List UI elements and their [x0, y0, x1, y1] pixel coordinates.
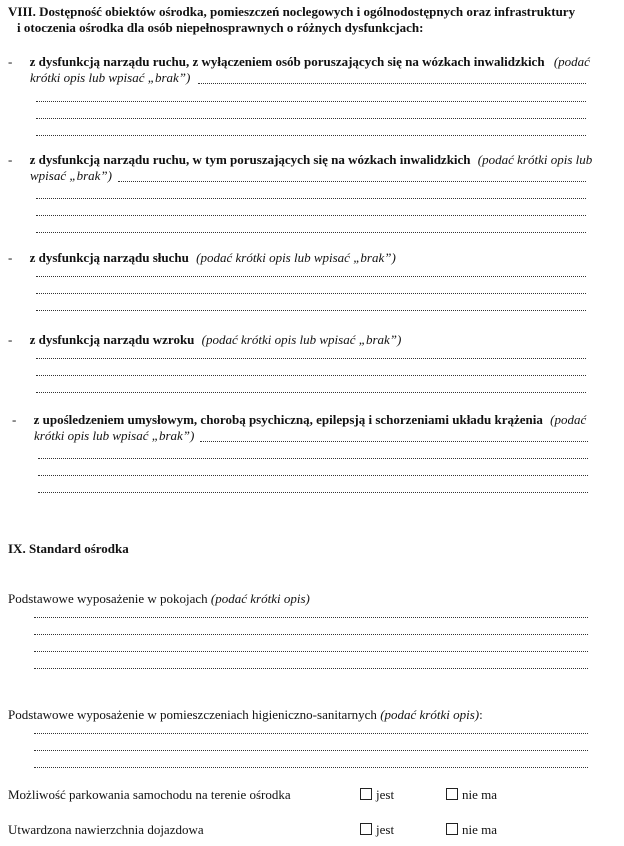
- item-1-dash: -: [8, 54, 13, 69]
- rooms-equipment-label: Podstawowe wyposażenie w pokojach: [8, 591, 208, 606]
- item-4-title: z dysfunkcją narządu wzroku: [29, 332, 195, 347]
- answer-line[interactable]: [38, 492, 588, 493]
- item-5-hint: (podać: [550, 412, 587, 427]
- checkbox-icon[interactable]: [446, 788, 458, 800]
- checkbox-icon[interactable]: [360, 788, 372, 800]
- item-3-title: z dysfunkcją narządu słuchu: [29, 250, 189, 265]
- item-3-hint: (podać krótki opis lub wpisać „brak”): [196, 250, 396, 265]
- item-2-hint-cont: wpisać „brak”): [30, 168, 112, 183]
- answer-line[interactable]: [36, 358, 586, 359]
- answer-line[interactable]: [36, 118, 586, 119]
- item-2-dash: -: [8, 152, 13, 167]
- answer-line[interactable]: [36, 135, 586, 136]
- answer-line[interactable]: [36, 276, 586, 277]
- answer-line[interactable]: [36, 310, 586, 311]
- parking-no-label: nie ma: [462, 787, 498, 802]
- sanitary-equipment-label-row: [8, 707, 483, 723]
- answer-line[interactable]: [200, 441, 588, 442]
- answer-line[interactable]: [36, 198, 586, 199]
- sanitary-equipment-label: Podstawowe wyposażenie w pomieszczeniach higieniczno-sanitarnych: [8, 707, 377, 722]
- item-5-dash: -: [12, 412, 17, 427]
- answer-line[interactable]: [34, 733, 588, 734]
- item-2-hint: (podać krótki opis lub: [477, 152, 593, 167]
- checkbox-icon[interactable]: [446, 823, 458, 835]
- section-8-heading-line2: i otoczenia ośrodka dla osób niepełnosprawnych o różnych dysfunkcjach:: [17, 20, 424, 35]
- rooms-equipment-hint: (podać krótki opis): [210, 591, 310, 606]
- parking-label: Możliwość parkowania samochodu na terenie ośrodka: [8, 787, 291, 802]
- answer-line[interactable]: [118, 181, 586, 182]
- rooms-equipment-label-row: [8, 591, 310, 607]
- item-4-dash: -: [8, 332, 13, 347]
- parking-yes-label: jest: [376, 787, 395, 802]
- answer-line[interactable]: [36, 375, 586, 376]
- item-1-hint-cont: krótki opis lub wpisać „brak”): [30, 70, 191, 85]
- answer-line[interactable]: [198, 83, 586, 84]
- parking-option-no[interactable]: [446, 787, 497, 803]
- answer-line[interactable]: [36, 232, 586, 233]
- item-1-row: [8, 54, 590, 70]
- item-5-title: z upośledzeniem umysłowym, chorobą psychiczną, epilepsją i schorzeniami układu krążenia: [33, 412, 543, 427]
- surface-option-yes[interactable]: [360, 822, 394, 838]
- item-3-row: [8, 250, 396, 266]
- item-1-hint: (podać: [553, 54, 590, 69]
- answer-line[interactable]: [36, 101, 586, 102]
- section-8-heading-line1: VIII. Dostępność obiektów ośrodka, pomieszczeń noclegowych i ogólnodostępnych oraz infrastruktury: [8, 4, 576, 19]
- surface-option-no[interactable]: [446, 822, 497, 838]
- item-2-title: z dysfunkcją narządu ruchu, w tym poruszających się na wózkach inwalidzkich: [29, 152, 471, 167]
- answer-line[interactable]: [36, 392, 586, 393]
- section-9-heading: IX. Standard ośrodka: [8, 541, 129, 556]
- sanitary-equipment-hint: (podać krótki opis): [380, 707, 480, 722]
- answer-line[interactable]: [34, 617, 588, 618]
- answer-line[interactable]: [36, 215, 586, 216]
- answer-line[interactable]: [34, 651, 588, 652]
- surface-yes-label: jest: [376, 822, 395, 837]
- surface-no-label: nie ma: [462, 822, 498, 837]
- answer-line[interactable]: [34, 634, 588, 635]
- item-5-row: [12, 412, 586, 428]
- answer-line[interactable]: [34, 767, 588, 768]
- answer-line[interactable]: [34, 750, 588, 751]
- item-5-hint-cont: krótki opis lub wpisać „brak”): [34, 428, 195, 443]
- sanitary-equipment-colon: :: [479, 707, 483, 722]
- answer-line[interactable]: [34, 668, 588, 669]
- surface-label: Utwardzona nawierzchnia dojazdowa: [8, 822, 204, 837]
- item-4-row: [8, 332, 401, 348]
- item-1-title: z dysfunkcją narządu ruchu, z wyłączeniem osób poruszających się na wózkach inwalidzkich: [29, 54, 545, 69]
- answer-line[interactable]: [36, 293, 586, 294]
- checkbox-icon[interactable]: [360, 823, 372, 835]
- answer-line[interactable]: [38, 458, 588, 459]
- item-4-hint: (podać krótki opis lub wpisać „brak”): [201, 332, 402, 347]
- answer-line[interactable]: [38, 475, 588, 476]
- item-3-dash: -: [8, 250, 13, 265]
- parking-option-yes[interactable]: [360, 787, 394, 803]
- item-2-row: [8, 152, 592, 168]
